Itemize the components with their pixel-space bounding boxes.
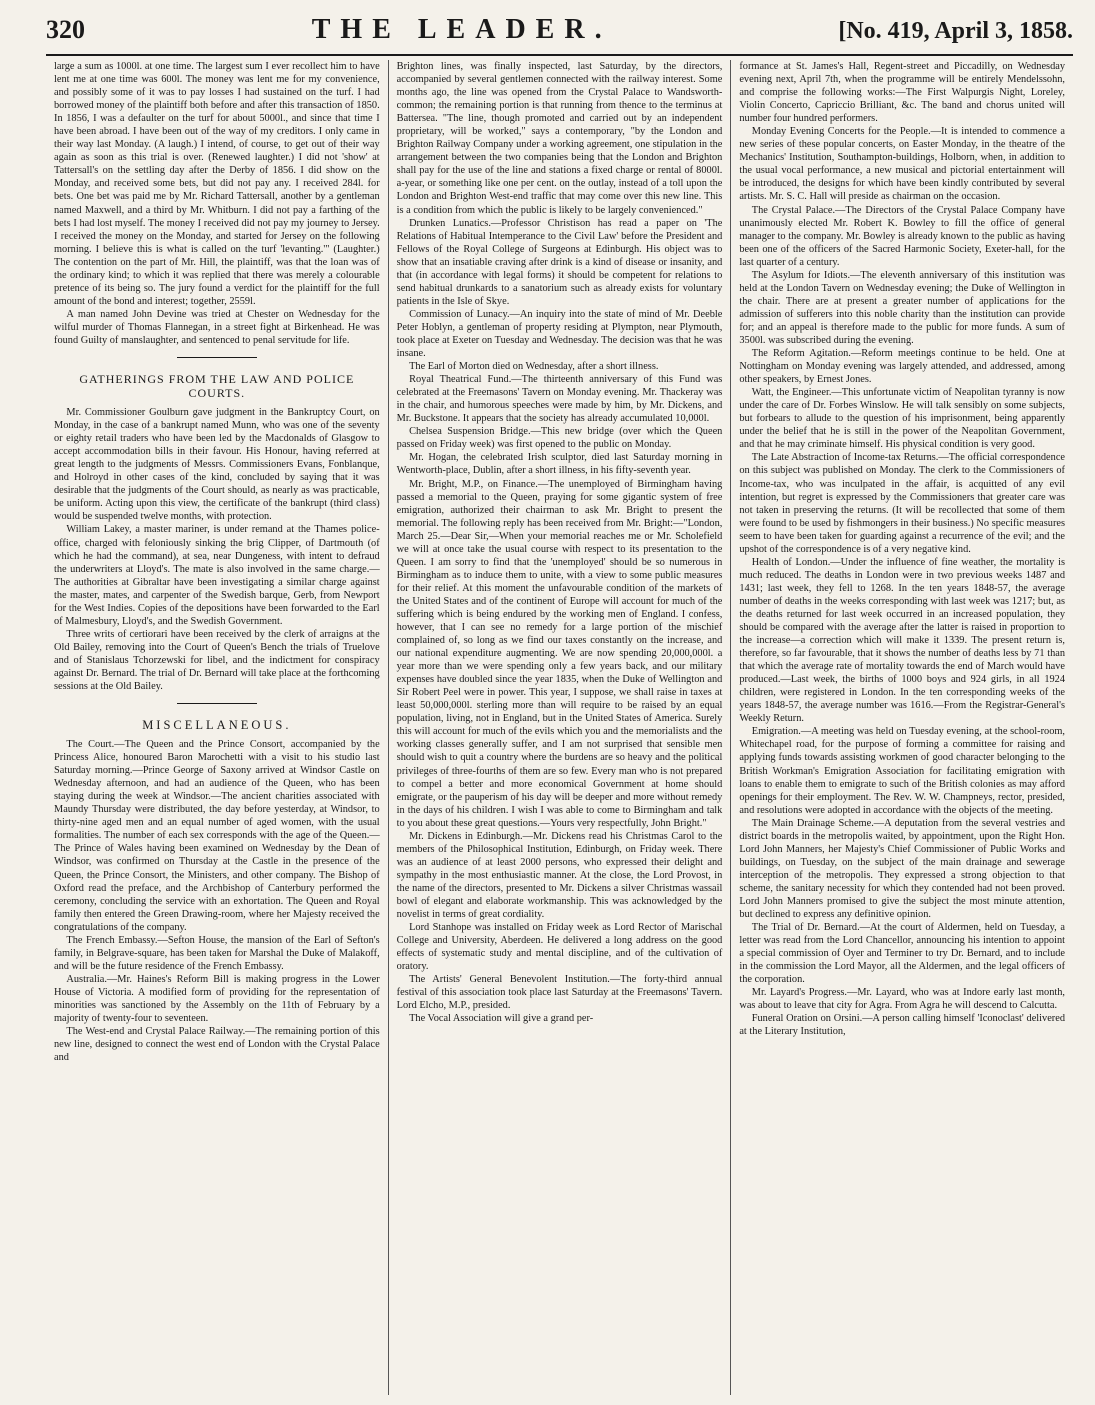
paragraph: The Late Abstraction of Income-tax Returns.—The official correspondence on this subject was published on Monday. The clerk to the Commissioners of Income-tax, who was inculpated in the affair, is acquitted of any evil intention, but regret is expressed by the Commissioners that greater care was not taken in preserving the returns. (It will be recollected that some of them were found to be used by fishmongers in their business.) No specific measures seem to have been taken for guarding against a recurrence of the evil; and the upshot of the correspondence is of a very negative kind. xyxy=(739,452,1066,555)
paragraph: Watt, the Engineer.—This unfortunate victim of Neapolitan tyranny is now under the care of Dr. Forbes Winslow. He will talk sensibly on some subjects, but forbears to allude to the question of his imprisonment, being apparently under the belief that he is still in the power of the Neapolitan Government, and that he may criminate himself. His physical condition is very good. xyxy=(739,387,1066,451)
paragraph: The Reform Agitation.—Reform meetings continue to be held. One at Nottingham on Monday evening was largely attended, and addressed, among other speakers, by Ernest Jones. xyxy=(739,348,1066,386)
paragraph: The Crystal Palace.—The Directors of the Crystal Palace Company have unanimously elected Mr. Robert K. Bowley to fill the office of general manager to the company. Mr. Bowley is already known to the public as having been one of the officers of the Sacred Harmonic Society, Exeter-hall, for the last quarter of a century. xyxy=(739,204,1066,268)
paragraph: Emigration.—A meeting was held on Tuesday evening, at the school-room, Whitechapel road, for the purpose of forming a committee for raising and applying funds towards assisting workmen of good character belonging to the British Workman's Emigration Association for facilitating emigration with loans to enable them to emigrate to such of the British colonies as may afford openings for their employment. The Rev. W. W. Champneys, rector, presided, and resolutions were adopted in accordance with the objects of the meeting. xyxy=(739,726,1066,816)
paragraph: The Trial of Dr. Bernard.—At the court of Aldermen, held on Tuesday, a letter was read from the Lord Chancellor, announcing his intention to appoint a special commission of Oyer and Terminer to try Dr. Bernard, and to include in the commission the Lord Mayor, all the Aldermen, and the legal officers of the corporation. xyxy=(739,922,1066,986)
column-2 xyxy=(388,60,731,1395)
paragraph: A man named John Devine was tried at Chester on Wednesday for the wilful murder of Thomas Flannegan, in a street fight at Birkenhead. He was found Guilty of manslaughter, and sentenced to penal servitude for life. xyxy=(54,308,380,346)
masthead xyxy=(46,14,1073,56)
paragraph: Mr. Hogan, the celebrated Irish sculptor, died last Saturday morning in Wentworth-place, Dublin, after a short illness, in his fifty-seventh year. xyxy=(396,452,723,477)
paragraph: The Main Drainage Scheme.—A deputation from the several vestries and district boards in the metropolis waited, by appointment, upon the Right Hon. Lord John Manners, her Majesty's Chief Commissioner of Public Works and buildings, on Tuesday, on the subject of the main drainage and sewerage interception of the metropolis. They expressed a strong objection to that scheme, the sanitary necessity for which they contended had not been proved. Lord John Manners promised to give the subject the most minute attention, but declined to express any definitive opinion. xyxy=(739,817,1066,921)
issue-date: [No. 419, April 3, 1858. xyxy=(838,18,1073,44)
paragraph: The Vocal Association will give a grand per- xyxy=(409,1013,594,1025)
paragraph: Australia.—Mr. Haines's Reform Bill is making progress in the Lower House of Victoria. A modified form of providing for the representation of minorities was sanctioned by the Assembly on the 11th of February by a majority of twenty-four to seventeen. xyxy=(54,973,380,1025)
paragraph: William Lakey, a master mariner, is under remand at the Thames police-office, charged with feloniously sinking the brig Clipper, of Dartmouth (of which he had the command), at sea, near Dungeness, with intent to defraud the underwriters at Lloyd's. The mate is also involved in the same charge.—The authorities at Gibraltar have been investigating a similar charge against the master, mates, and carpenter of the Swedish barque, Gerb, from Newport for the West Indies. Copies of the depositions have been forwarded to the Earl of Malmesbury, Lloyd's, and the Swedish Government. xyxy=(54,524,380,627)
paragraph: The Artists' General Benevolent Institution.—The forty-third annual festival of this association took place last Saturday at the Freemasons' Tavern. Lord Elcho, M.P., presided. xyxy=(396,974,723,1012)
paragraph: Funeral Oration on Orsini.—A person calling himself 'Iconoclast' delivered at the Literary Institution, xyxy=(739,1013,1066,1038)
section-heading-law: GATHERINGS FROM THE LAW AND POLICE COURTS. xyxy=(79,372,355,401)
divider xyxy=(177,357,257,358)
column-3 xyxy=(730,60,1073,1395)
paragraph: Mr. Commissioner Goulburn gave judgment in the Bankruptcy Court, on Monday, in the case of a bankrupt named Munn, who was one of the seventy or eighty retail traders who have been led by the Macdonalds of Glasgow to accept accommodation bills in their favour. His Honour, having referred at great length to the judgments of Messrs. Commissioners Evans, Fonblanque, and Holroyd in other cases of the kind, concluded by saying that it was desirable that the judgments of the Court should, as nearly as was practicable, be uniform. Acting upon this view, the certificate of the bankrupt (third class) would be suspended twelve months, with protection. xyxy=(54,407,380,523)
paragraph: Chelsea Suspension Bridge.—This new bridge (over which the Queen passed on Friday week) was first opened to the public on Monday. xyxy=(396,426,723,451)
page-number: 320 xyxy=(46,15,85,44)
columns xyxy=(46,60,1073,1395)
paragraph: Monday Evening Concerts for the People.—It is intended to commence a new series of these popular concerts, on Easter Monday, in the theatre of the Mechanics' Institution, Southampton-buildings, Holborn, when, in addition to the usual vocal performance, a new musical and pictorial entertainment will be introduced, the designs for which have been kindly contributed by several artists. Mr. S. C. Hall will preside as chairman on the occasion. xyxy=(739,126,1066,203)
paragraph: The Court.—The Queen and the Prince Consort, accompanied by the Princess Alice, honoured Baron Marochetti with a visit to his studio last Saturday morning.—Prince George of Saxony arrived at Windsor Castle on Wednesday afternoon, and had an audience of the Queen, who has been staying during the week at Windsor.—The ancient charities associated with Maundy Thursday were distributed, the day before yesterday, at Windsor, to thirty-nine aged men and an equal number of aged women, with the usual formalities. The number of each sex corresponds with the age of the Queen.—The Prince of Wales having been examined on Wednesday by the Dean of Windsor, was confirmed on Thursday at the Castle in the presence of the Queen, the Prince Consort, the Ministers, and other company. The Bishop of Oxford read the preface, and the Archbishop of Canterbury performed the ceremony, concluding the service with an exhortation. The Queen and Royal family then entered the Green Drawing-room, where her Majesty received the congratulations of the company. xyxy=(54,739,380,933)
paragraph: Mr. Bright, M.P., on Finance.—The unemployed of Birmingham having passed a memorial to the Queen, praying for some gigantic system of free emigration, authorized their chairman to ask Mr. Bright to present the memorial. The following reply has been received from Mr. Bright:—"London, March 25.—Dear Sir,—When your memorial reaches me or Mr. Scholefield we will at once take the usual course with respect to its presentation to the Queen. I am sorry to find that the 'unemployed' should be so numerous in Birmingham as to induce them to unite, with a view to some public measures for their relief. At this moment the unfavourable condition of the markets of the United States and of the continent of Europe will account for much of the suffering which is being endured by the working men of England. I confess, however, that I can see no remedy for a large portion of the mischief complained of, so long as we find our taxes constantly on the increase, and our national expenditure augmenting. We are now spending 20,000,000l. a year more than we were spending only a few years back, and our military expenses have doubled since the year 1835, when the Duke of Wellington and Sir Robert Peel were in power. This year, I suppose, we shall raise in taxes at least 50,000,000l. sterling more than will require to be raised by an equal population, living, not in England, but in the United States of America. Surely this will account for much of the evils which you and the memorialists and the working classes generally suffer, and I am not surprised that sensible men should wish to quit a country where the burdens are so heavy and the political privileges of three-fourths of them are so few. Every man who is not prepared to compel a better and more economical Government at home should emigrate, or the pauperism of his day will be deeper and more without remedy in the days of his children. I wish I was able to come to Birmingham and talk to you about these great questions.—Yours very respectfully, John Bright." xyxy=(396,478,723,829)
column-1 xyxy=(46,60,388,1395)
paragraph: The West-end and Crystal Palace Railway.—The remaining portion of this new line, designed to connect the west end of London with the Crystal Palace and xyxy=(54,1026,380,1064)
paragraph: Drunken Lunatics.—Professor Christison has read a paper on 'The Relations of Habitual Intemperance to the Civil Law' before the President and Fellows of the Royal College of Surgeons at Edinburgh. His object was to show that an insatiable craving after drink is a kind of disease or insanity, and that (in accordance with legal forms) it should be competent for relations to send habitual drunkards to a sanatorium such as already exists for voluntary patients in the Isle of Skye. xyxy=(396,217,723,307)
paragraph: Royal Theatrical Fund.—The thirteenth anniversary of this Fund was celebrated at the Freemasons' Tavern on Monday evening. Mr. Thackeray was in the chair, and humorous speeches were made by him, by Mr. Dickens, and Mr. Buckstone. It appears that the society has already accumulated 10,000l. xyxy=(396,374,723,425)
paragraph: large a sum as 1000l. at one time. The largest sum I ever recollect him to have lent me at one time was 600l. The money was lent me for my convenience, and possibly some of it was to pay losses I had sustained on the turf. I had borrowed money of the plaintiff both before and after this transaction of 1850. In 1856, I was a defaulter on the turf for about 5000l., and since that time I have been abroad. I have been out of the way of my creditors. I only came in their way last Monday. (A laugh.) I intend, of course, to get out of their way again as soon as this trial is over. (Renewed laughter.) I did not 'show' at Tattersall's on the settling day after the Derby of 1856. I did show on the Monday, and received some bets, but did not pay any. I received 284l. for bets. One bet was paid me by Mr. Richard Tattersall, another by a gentleman named Maxwell, and a third by Mr. Whitburn. I did not pay a farthing of the bets I had lost myself. The money I received did not pay my journey to Jersey. I received the money on the Monday, and started for Jersey on the following morning. I believe this is what is called on the turf 'levanting.'" (Laughter.) The contention on the part of Mr. Hill, the plaintiff, was that the loan was of the ordinary kind; to which it was replied that there was merely a colourable pretence of its being so. The jury found a verdict for the plaintiff for the full amount of the bond and interest; together, 2559l. xyxy=(54,61,380,307)
paper-title: THE LEADER. xyxy=(311,14,612,45)
paragraph: Mr. Layard's Progress.—Mr. Layard, who was at Indore early last month, was about to leave that city for Agra. From Agra he will descend to Calcutta. xyxy=(739,987,1066,1012)
paragraph: The French Embassy.—Sefton House, the mansion of the Earl of Sefton's family, in Belgrave-square, has been taken for Marshal the Duke of Malakoff, and will be the future residence of the French Embassy. xyxy=(54,934,380,972)
paragraph: Health of London.—Under the influence of fine weather, the mortality is much reduced. The deaths in London were in two previous weeks 1487 and 1431; last week, they fell to 1268. In the ten years 1848-57, the average number of deaths in the weeks corresponding with last week was 1217; but, as the deaths returned for last week occurred in an increased population, they should be compared with the average after the latter is raised in proportion to the increase—a correction which will make it 1339. The present return is, therefore, so far favourable, that it shows the number of deaths less by 71 than that which the average rate of mortality towards the end of March would have produced.—Last week, the births of 1000 boys and 924 girls, in all 1924 children, were registered in London. In the ten corresponding weeks of the years 1848-57, the average number was 1616.—From the Registrar-General's Weekly Return. xyxy=(739,556,1066,725)
divider xyxy=(177,703,257,704)
section-heading-misc: MISCELLANEOUS. xyxy=(142,718,292,733)
paragraph: Mr. Dickens in Edinburgh.—Mr. Dickens read his Christmas Carol to the members of the Philosophical Institution, Edinburgh, on Friday week. There was an audience of at least 2000 persons, who expressed their delight and sympathy in the most enthusiastic manner. At the close, the Lord Provost, in the name of the directors, presented to Mr. Dickens a silver Christmas wassail bowl of elegant and elaborate workmanship. This was acknowledged by the novelist in terms of great cordiality. xyxy=(396,830,723,921)
paragraph: Commission of Lunacy.—An inquiry into the state of mind of Mr. Deeble Peter Hoblyn, a gentleman of property residing at Plympton, near Plymouth, took place at Exeter on Tuesday and Wednesday. The decision was that he was insane. xyxy=(396,308,723,360)
paragraph: Lord Stanhope was installed on Friday week as Lord Rector of Marischal College and University, Aberdeen. He delivered a long address on the good effects of systematic study and mental discipline, and of the cultivation of oratory. xyxy=(396,922,723,973)
paragraph: The Asylum for Idiots.—The eleventh anniversary of this institution was held at the London Tavern on Wednesday evening; the Duke of Wellington in the chair. There are at present a greater number of applications for the admission of sufferers into this noble charity than the institution can provide for; and an appeal is therefore made to the public for more funds. A sum of 3500l. was subscribed during the evening. xyxy=(739,269,1066,346)
paragraph: Brighton lines, was finally inspected, last Saturday, by the directors, accompanied by several gentlemen connected with the railway interest. Some months ago, the line was opened from the Crystal Palace to Wandsworth-common; the remaining portion is that running from thence to the terminus at Battersea. "The line, though promoted and carried out by an independent proprietary, will be worked," says a contemporary, "by the London and Brighton Railway Company under a working agreement, one stipulation in the arrangement between the two companies being that the London and Brighton shall pay for the use of the line and stations a fixed charge or rental of 8000l. a-year, or something like one per cent. on the outlay, instead of a toll upon the London and Brighton West-end traffic that may come over this new line. This is a condition from which the public is likely to be largely convenienced." xyxy=(396,61,723,216)
paragraph: The Earl of Morton died on Wednesday, after a short illness. xyxy=(409,361,659,373)
paragraph: Three writs of certiorari have been received by the clerk of arraigns at the Old Bailey, removing into the Court of Queen's Bench the trials of Truelove and of Stanislaus Tchorzewski for libel, and the indictment for conspiracy against Dr. Bernard. The trial of Dr. Bernard will take place at the forthcoming sessions at the Old Bailey. xyxy=(54,628,380,693)
paragraph: formance at St. James's Hall, Regent-street and Piccadilly, on Wednesday evening next, April 7th, when the programme will be entirely Mendelssohn, and comprise the following works:—The First Walpurgis Night, Loreley, Violin Concerto, Capriccio Brilliant, &c. The band and chorus united will number four hundred performers. xyxy=(739,61,1066,125)
